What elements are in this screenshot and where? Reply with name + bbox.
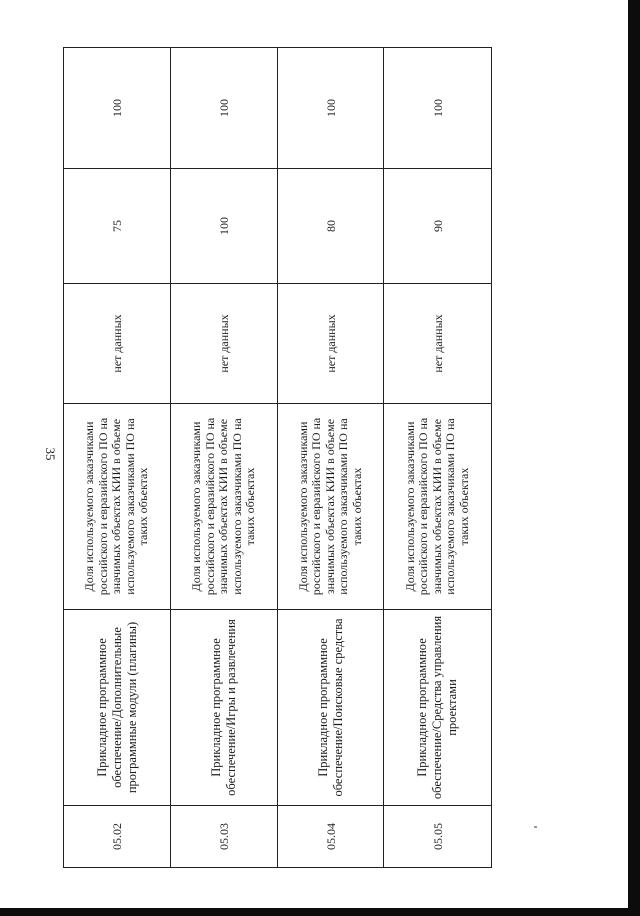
row-baseline: нет данных <box>64 284 171 404</box>
row-category-name: Прикладное программное обеспечение/Игры и развлечения <box>171 610 278 806</box>
scan-border-bottom <box>0 908 640 916</box>
row-code: 05.04 <box>278 806 384 868</box>
row-target-2: 100 <box>171 48 278 169</box>
row-target-2: 100 <box>384 48 492 169</box>
row-baseline: нет данных <box>171 284 278 404</box>
row-code: 05.03 <box>171 806 278 868</box>
page-number: 35 <box>43 447 58 461</box>
row-indicator: Доля используемого заказчиками российского и евразийского ПО на значимых объектах КИИ в объеме используемого заказчиками ПО на таких объектах <box>278 404 384 610</box>
row-category-name: Прикладное программное обеспечение/Поисковые средства <box>278 610 384 806</box>
row-category-name: Прикладное программное обеспечение/Средства управления проектами <box>384 610 492 806</box>
row-target-2: 100 <box>64 48 171 169</box>
scan-speck <box>534 826 537 828</box>
row-code: 05.05 <box>384 806 492 868</box>
row-target-1: 80 <box>278 169 384 284</box>
scan-border-right <box>628 0 640 916</box>
rotated-table-container <box>63 48 491 868</box>
table-row <box>171 48 278 868</box>
row-target-2: 100 <box>278 48 384 169</box>
row-target-1: 100 <box>171 169 278 284</box>
row-baseline: нет данных <box>384 284 492 404</box>
table-row <box>64 48 171 868</box>
row-category-name: Прикладное программное обеспечение/Дополнительные программные модули (плагины) <box>64 610 171 806</box>
row-target-1: 90 <box>384 169 492 284</box>
table-row <box>278 48 384 868</box>
table-row <box>384 48 492 868</box>
row-target-1: 75 <box>64 169 171 284</box>
row-code: 05.02 <box>64 806 171 868</box>
row-indicator: Доля используемого заказчиками российского и евразийского ПО на значимых объектах КИИ в объеме используемого заказчиками ПО на таких объектах <box>64 404 171 610</box>
row-indicator: Доля используемого заказчиками российского и евразийского ПО на значимых объектах КИИ в объеме используемого заказчиками ПО на таких объектах <box>171 404 278 610</box>
row-baseline: нет данных <box>278 284 384 404</box>
indicators-table <box>63 47 492 868</box>
row-indicator: Доля используемого заказчиками российского и евразийского ПО на значимых объектах КИИ в объеме используемого заказчиками ПО на таких объектах <box>384 404 492 610</box>
